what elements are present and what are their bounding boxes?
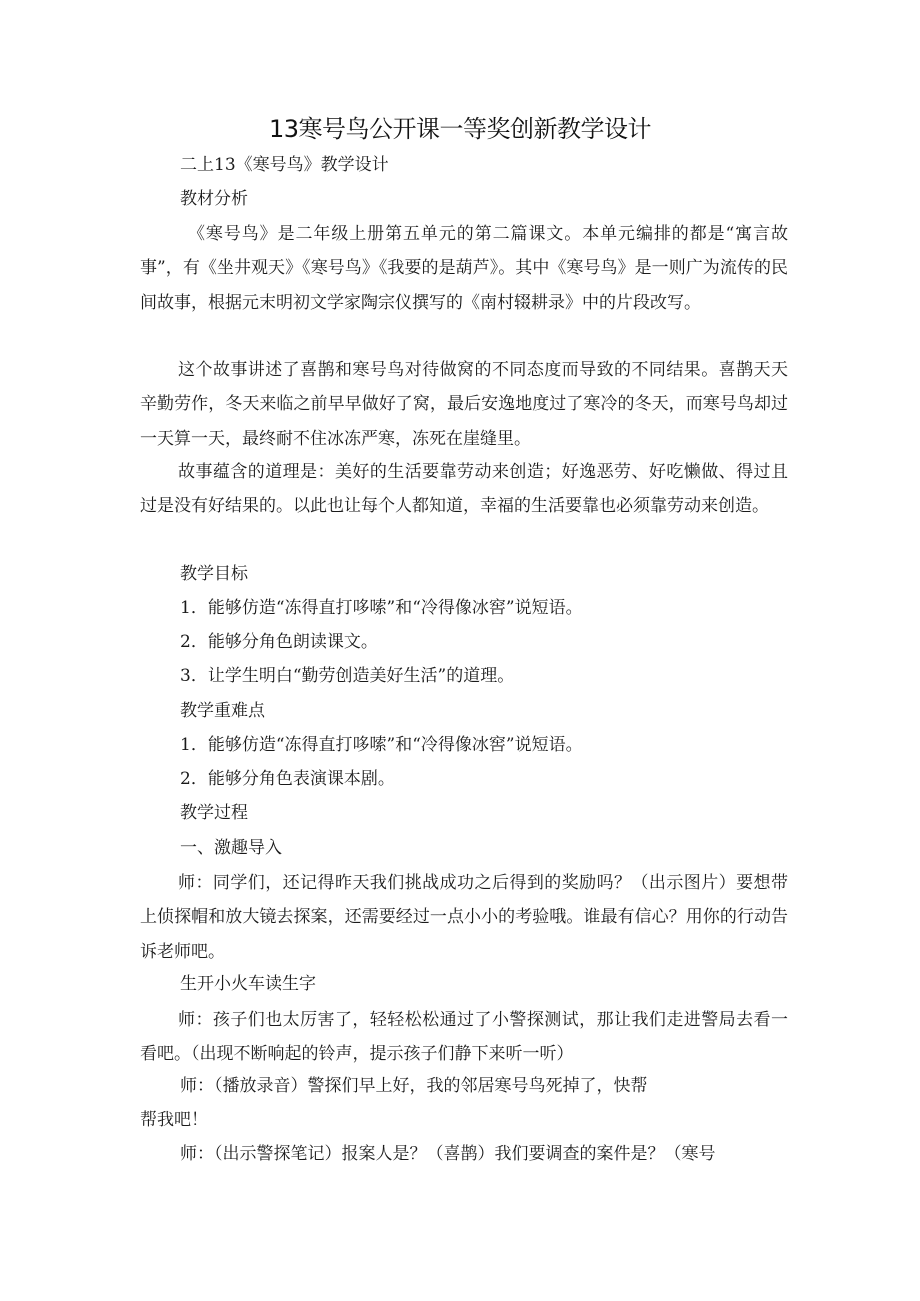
paragraph-material-1: 《寒号鸟》是二年级上册第五单元的第二篇课文。本单元编排的都是“寓言故事”，有《坐井观天》《寒号鸟》《我要的是葫芦》。其中《寒号鸟》是一则广为流传的民间故事，根据元末明初文学家陶宗仪撰写的《南村辍耕录》中的片段改写。: [140, 224, 788, 313]
goal-item-2: 2．能够分角色朗读课文。: [180, 632, 378, 652]
paragraph-teacher-3-line-2: 帮我吧！: [140, 1110, 208, 1130]
process-step-1: 一、激趣导入: [180, 838, 282, 858]
document-title: 13寒号鸟公开课一等奖创新教学设计: [268, 115, 652, 143]
paragraph-material-3: 故事蕴含的道理是：美好的生活要靠劳动来创造；好逸恶劳、好吃懒做、得过且过是没有好结果的。以此也让每个人都知道，幸福的生活要靠也必须靠劳动来创造。: [140, 462, 788, 517]
train-reading-line: 生开小火车读生字: [180, 974, 316, 994]
goal-item-3: 3．让学生明白“勤劳创造美好生活”的道理。: [180, 666, 515, 686]
paragraph-teacher-4: 师：（出示警探笔记）报案人是？（喜鹊）我们要调查的案件是？（寒号: [180, 1144, 716, 1164]
section-heading-goals: 教学目标: [180, 564, 248, 584]
key-point-item-1: 1．能够仿造“冻得直打哆嗦”和“冷得像冰窖”说短语。: [180, 735, 583, 755]
section-heading-material-analysis: 教材分析: [180, 189, 248, 209]
key-point-item-2: 2．能够分角色表演课本剧。: [180, 769, 395, 789]
paragraph-teacher-1: 师：同学们，还记得昨天我们挑战成功之后得到的奖励吗？（出示图片）要想带上侦探帽和放大镜去探案，还需要经过一点小小的考验哦。谁最有信心？用你的行动告诉老师吧。: [140, 873, 788, 962]
paragraph-teacher-3-line-1: 师：（播放录音）警探们早上好，我的邻居寒号鸟死掉了，快帮: [180, 1076, 648, 1096]
paragraph-material-2: 这个故事讲述了喜鹊和寒号鸟对待做窝的不同态度而导致的不同结果。喜鹊天天辛勤劳作，冬天来临之前早早做好了窝，最后安逸地度过了寒冷的冬天，而寒号鸟却过一天算一天，最终耐不住冰冻严寒，冻死在崖缝里。: [140, 360, 788, 449]
goal-item-1: 1．能够仿造“冻得直打哆嗦”和“冷得像冰窖”说短语。: [180, 598, 583, 618]
section-heading-key-points: 教学重难点: [180, 701, 265, 721]
section-heading-process: 教学过程: [180, 803, 248, 823]
document-subtitle: 二上13《寒号鸟》教学设计: [180, 155, 389, 175]
paragraph-teacher-2: 师：孩子们也太厉害了，轻轻松松通过了小警探测试，那让我们走进警局去看一看吧。（出现不断响起的铃声，提示孩子们静下来听一听）: [140, 1010, 788, 1065]
